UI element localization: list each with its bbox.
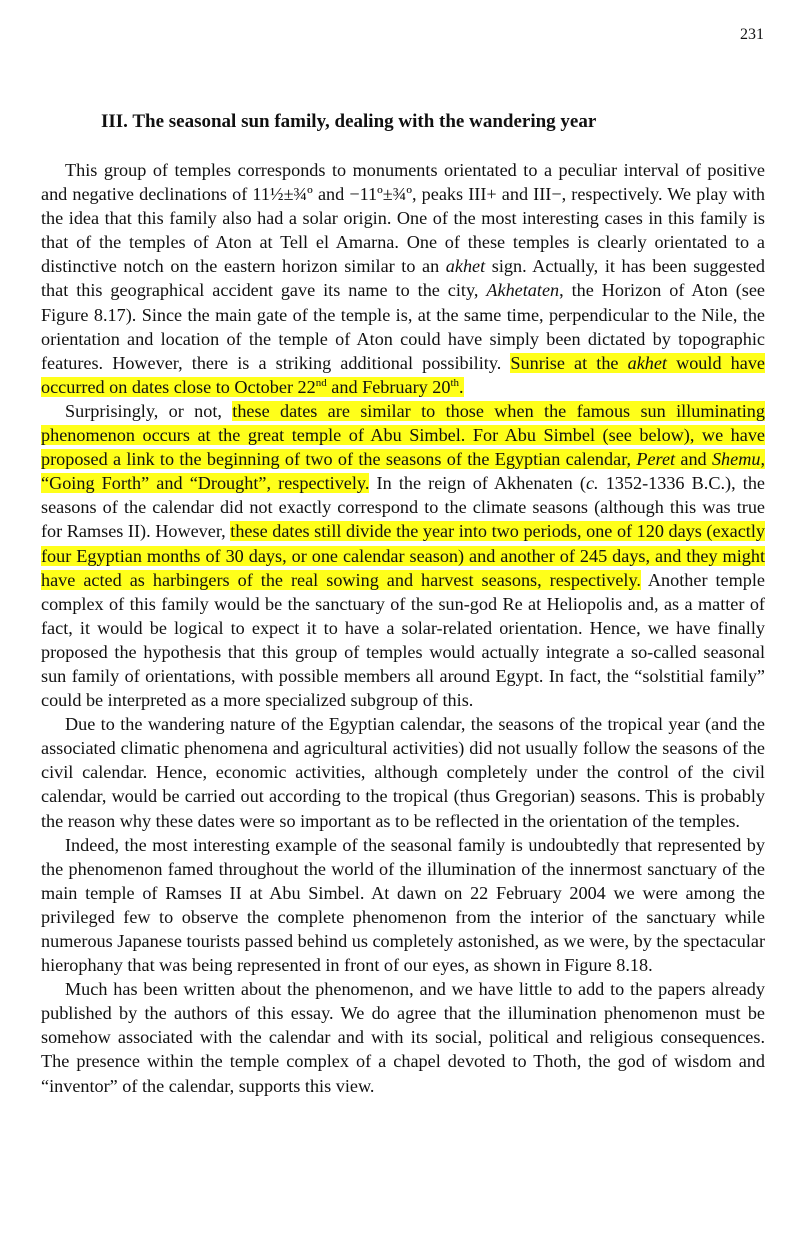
superscript: th: [450, 376, 460, 389]
p2-text: In the reign of Akhenaten (: [369, 473, 586, 494]
p1-text: This group of temples corresponds to monuments orientated to a peculiar interval of positive and negative declinations of 11½±¾º and −11º±¾º, peaks III+ and III−, respectively. We play with the idea that this family also had a solar origin. One of the most interesting cases in this family is that of the temples of Aton at Tell el Amarna. One of these temples is clearly orientated to a distinctive notch on the eastern horizon similar to an: [41, 160, 765, 277]
italic-term: Shemu: [711, 449, 761, 470]
p2-text: Another temple complex of this family would be the sanctuary of the sun-god Re at Heliopolis and, as a matter of fact, it would be logical to expect it to have a solar-related orientation. Hence, we have finally proposed the hypothesis that this group of temples would actually integrate a so-called seasonal sun family of orientations, with possible members all around Egypt. In fact, the “solstitial family” could be interpreted as a more specialized subgroup of this.: [41, 569, 765, 711]
italic-term: Peret: [636, 449, 676, 470]
italic-term: akhet: [627, 352, 667, 373]
highlight-text: these dates are similar to those when the famous sun illuminating phenomenon occurs at the great temple of Abu Simbel. For Abu Simbel (see below), we have proposed a link to the beginning of two of the seasons of the Egyptian calendar,: [41, 400, 765, 470]
italic-term: akhet: [445, 256, 486, 277]
superscript: nd: [315, 376, 327, 389]
paragraph-4: Indeed, the most interesting example of the seasonal family is undoubtedly that represented by the phenomenon famed throughout the world of the illumination of the innermost sanctuary of the main temple of Ramses II at Abu Simbel. At dawn on 22 February 2004 we were among the privileged few to observe the complete phenomenon from the interior of the sanctuary while numerous Japanese tourists passed behind us completely astonished, as we were, by the spectacular hierophany that was being represented in front of our eyes, as shown in Figure 8.18.: [41, 834, 765, 976]
paragraph-5: Much has been written about the phenomenon, and we have little to add to the papers already published by the authors of this essay. We do agree that the illumination phenomenon must be somehow associated with the calendar and with its social, political and religious consequences. The presence within the temple complex of a chapel devoted to Thoth, the god of wisdom and “inventor” of the calendar, supports this view.: [41, 979, 765, 1096]
p1-text: , the Horizon of Aton (see Figure 8.17). Since the main gate of the temple is, at the same time, perpendicular to the Nile, the orientation and location of the temple of Aton could have simply been dictated by topographic features. However, there is a striking additional possibility.: [41, 280, 765, 373]
highlight-text: and: [675, 449, 712, 470]
paragraph-1: [41, 158, 765, 399]
section-heading: III. The seasonal sun family, dealing with the wandering year: [101, 111, 597, 132]
highlight-text: Sunrise at the: [510, 352, 628, 373]
highlight-text: and February 20: [326, 376, 451, 397]
italic-term: Akhetaten: [486, 280, 560, 301]
italic-term: c.: [585, 473, 599, 494]
paragraph-3: Due to the wandering nature of the Egyptian calendar, the seasons of the tropical year (and the associated climatic phenomena and agricultural activities) did not usually follow the seasons of the civil calendar. Hence, economic activities, although completely under the control of the civil calendar, would be carried out according to the tropical (thus Gregorian) seasons. This is probably the reason why these dates were so important as to be reflected in the orientation of the temples.: [41, 714, 765, 831]
p2-text: 1352-1336 B.C.), the seasons of the calendar did not exactly correspond to the climate seasons (although this was true for Ramses II). However,: [41, 473, 765, 542]
highlight-text: .: [459, 376, 464, 397]
paragraph-2: [41, 399, 765, 712]
p1-text: sign. Actually, it has been suggested that this geographical accident gave its name to the city,: [41, 256, 766, 301]
highlight: these dates still divide the year into two periods, one of 120 days (exactly four Egyptian months of 30 days, or one calendar season) and another of 245 days, and they might have acted as harbingers of the real sowing and harvest seasons, respectively.: [41, 521, 766, 590]
page-number: 231: [740, 26, 764, 43]
highlight-text: , “Going Forth” and “Drought”, respectively.: [41, 449, 765, 494]
p2-text: Surprisingly, or not,: [65, 400, 233, 421]
body-text: [41, 158, 765, 1098]
highlight-text: would have occurred on dates close to October 22: [41, 352, 765, 397]
